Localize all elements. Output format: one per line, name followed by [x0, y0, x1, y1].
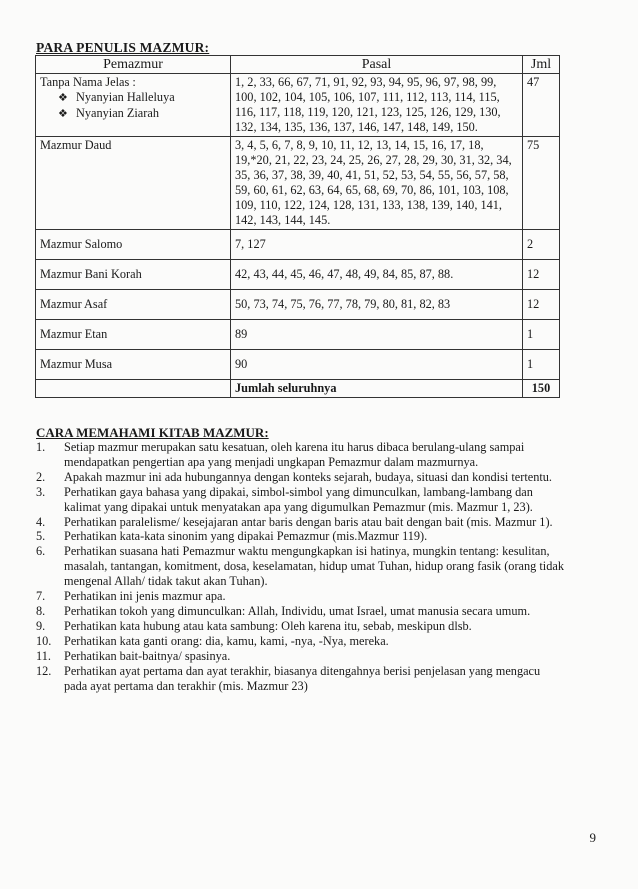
author-cell: Mazmur Asaf — [36, 290, 231, 320]
list-item: 12. Perhatikan ayat pertama dan ayat terakhir, biasanya ditengahnya berisi penjelasan yang mengacu pada ayat pertama dan terakhir (mis. Mazmur 23) — [36, 663, 541, 693]
total-value: 150 — [523, 380, 560, 398]
chapters-cell: 42, 43, 44, 45, 46, 47, 48, 49, 84, 85, 87, 88. — [231, 260, 523, 290]
total-empty-cell — [36, 380, 231, 398]
section-heading-authors: PARA PENULIS MAZMUR: — [36, 40, 210, 55]
total-row — [36, 380, 560, 398]
author-cell: Mazmur Etan — [36, 320, 231, 350]
list-item: 3. Perhatikan gaya bahasa yang dipakai, simbol-simbol yang dimunculkan, lambang-lambang dan kalimat yang dipakai untuk menyatakan apa yang digumulkan Pemazmur (mis. Mazmur 1, 23). — [36, 484, 533, 514]
understanding-steps-list — [36, 440, 566, 693]
count-cell: 47 — [523, 74, 560, 137]
list-item: 10. Perhatikan kata ganti orang: dia, kamu, kami, -nya, -Nya, mereka. — [36, 633, 389, 648]
diamond-bullet-icon: ❖ — [58, 108, 68, 120]
table-header-row — [36, 56, 560, 74]
author-cell: Mazmur Bani Korah — [36, 260, 231, 290]
count-cell: 12 — [523, 260, 560, 290]
chapters-cell: 1, 2, 33, 66, 67, 71, 91, 92, 93, 94, 95, 96, 97, 98, 99, 100, 102, 104, 105, 106, 107, 111, 112, 113, 114, 115, 116, 117, 118, 119, 120, 121, 123, 125, 126, 129, 130, 132, 134, 135, 136, 137, 146, 147, 148, 149, 150. — [231, 74, 523, 137]
subitem: ❖ Nyanyian Ziarah — [58, 106, 159, 120]
list-item: 4. Perhatikan paralelisme/ kesejajaran antar baris dengan baris atau bait dengan bait (mis. Mazmur 1). — [36, 514, 553, 529]
table-row — [36, 290, 560, 320]
author-cell — [36, 74, 231, 137]
page-number: 9 — [589, 830, 596, 845]
table-row — [36, 260, 560, 290]
section-heading-understanding: CARA MEMAHAMI KITAB MAZMUR: — [36, 425, 269, 440]
author-cell: Mazmur Daud — [36, 137, 231, 230]
list-item: 8. Perhatikan tokoh yang dimunculkan: Allah, Individu, umat Israel, umat manusia secara umum. — [36, 603, 531, 618]
list-item: 9. Perhatikan kata hubung atau kata sambung: Oleh karena itu, sebab, meskipun dlsb. — [36, 618, 472, 633]
count-cell: 1 — [523, 320, 560, 350]
psalm-authors-table — [35, 55, 560, 398]
list-item: 5. Perhatikan kata-kata sinonim yang dipakai Pemazmur (mis.Mazmur 119). — [36, 529, 428, 544]
author-cell: Mazmur Salomo — [36, 230, 231, 260]
list-item: 11. Perhatikan bait-baitnya/ spasinya. — [36, 648, 231, 663]
subitem: ❖ Nyanyian Halleluya — [58, 90, 175, 104]
count-cell: 12 — [523, 290, 560, 320]
chapters-cell: 50, 73, 74, 75, 76, 77, 78, 79, 80, 81, 82, 83 — [231, 290, 523, 320]
author-cell: Mazmur Musa — [36, 350, 231, 380]
list-item: 6. Perhatikan suasana hati Pemazmur waktu mengungkapkan isi hatinya, mungkin tentang: kesulitan, masalah, tantangan, komitment, dosa, keselamatan, hidup umat Tuhan, hidup orang fasik (orang tidak mengenal Allah/ tidak takut akan Tuhan). — [36, 544, 564, 589]
table-row — [36, 74, 560, 137]
list-item: 2. Apakah mazmur ini ada hubungannya dengan konteks sejarah, budaya, situasi dan kondisi tertentu. — [36, 469, 552, 484]
chapters-cell: 90 — [231, 350, 523, 380]
table-row — [36, 320, 560, 350]
header-author: Pemazmur — [36, 56, 231, 74]
chapters-cell: 7, 127 — [231, 230, 523, 260]
list-item: 1. Setiap mazmur merupakan satu kesatuan, oleh karena itu harus dibaca berulang-ulang sampai mendapatkan pengertian apa yang menjadi ungkapan Pemazmur dalam mazmurnya. — [36, 440, 525, 469]
header-chapters: Pasal — [231, 56, 523, 74]
table-row — [36, 137, 560, 230]
count-cell: 1 — [523, 350, 560, 380]
count-cell: 75 — [523, 137, 560, 230]
total-label: Jumlah seluruhnya — [231, 380, 523, 398]
author-name: Tanpa Nama Jelas : — [40, 75, 136, 89]
table-row — [36, 230, 560, 260]
count-cell: 2 — [523, 230, 560, 260]
table-row — [36, 350, 560, 380]
chapters-cell: 89 — [231, 320, 523, 350]
header-count: Jml — [523, 56, 560, 74]
chapters-cell: 3, 4, 5, 6, 7, 8, 9, 10, 11, 12, 13, 14, 15, 16, 17, 18, 19,*20, 21, 22, 23, 24, 25, 26, 27, 28, 29, 30, 31, 32, 34, 35, 36, 37, 38, 39, 40, 41, 51, 52, 53, 54, 55, 56, 57, 58, 59, 60, 61, 62, 63, 64, 65, 68, 69, 70, 86, 101, 103, 108, 109, 110, 122, 124, 128, 131, 133, 138, 139, 140, 141, 142, 143, 144, 145. — [231, 137, 523, 230]
diamond-bullet-icon: ❖ — [58, 92, 68, 104]
list-item: 7. Perhatikan ini jenis mazmur apa. — [36, 589, 226, 604]
